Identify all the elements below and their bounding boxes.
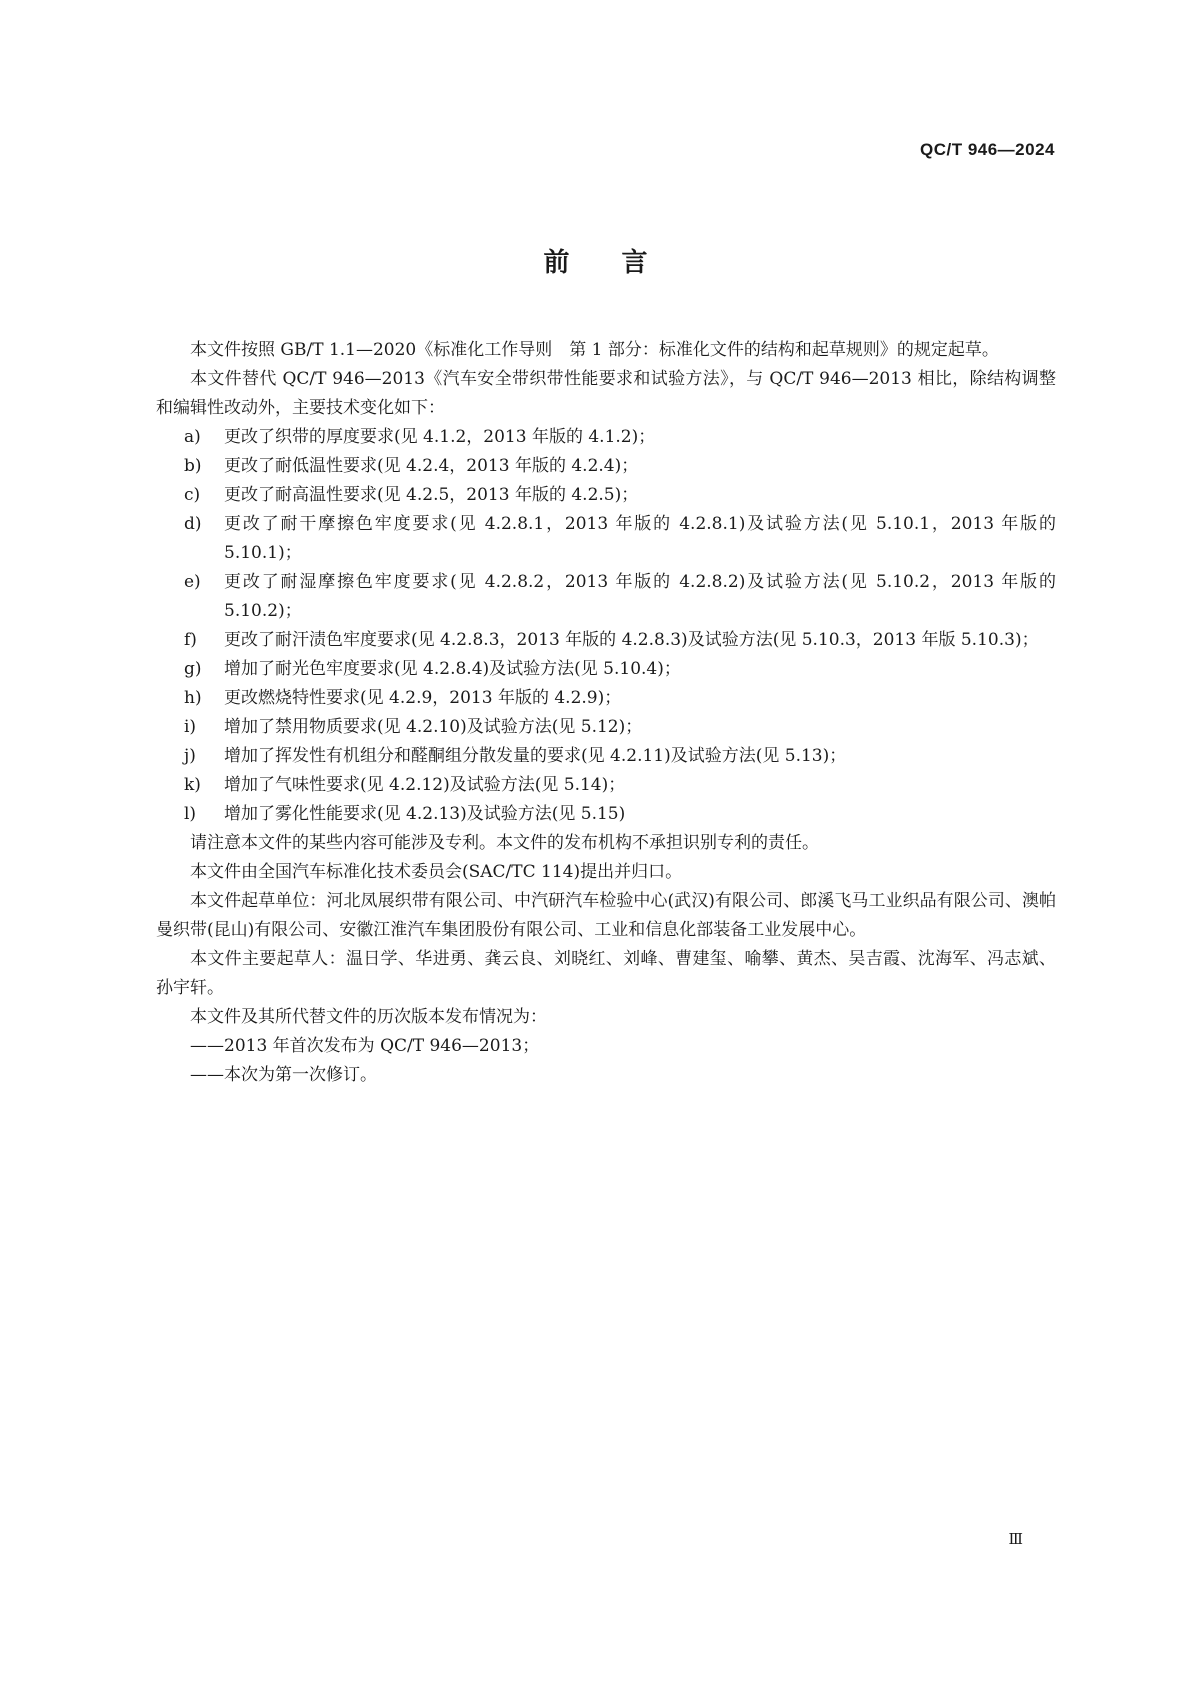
page-number: Ⅲ xyxy=(1008,1530,1023,1548)
paragraph-replacement: 本文件替代 QC/T 946—2013《汽车安全带织带性能要求和试验方法》，与 QC/T 946—2013 相比，除结构调整和编辑性改动外，主要技术变化如下： xyxy=(156,369,1056,418)
list-item-text: 增加了雾化性能要求(见 4.2.13)及试验方法(见 5.15) xyxy=(224,804,626,824)
list-item-text: 增加了耐光色牢度要求(见 4.2.8.4)及试验方法(见 5.10.4)； xyxy=(224,659,681,679)
history-item: ——本次为第一次修订。 xyxy=(190,1065,377,1085)
list-item xyxy=(156,800,1056,829)
list-item xyxy=(156,626,1056,655)
list-item-text: 增加了禁用物质要求(见 4.2.10)及试验方法(见 5.12)； xyxy=(224,717,643,737)
list-item-label: j) xyxy=(184,746,196,766)
list-item-label: f) xyxy=(184,630,197,650)
list-item-label: i) xyxy=(184,717,197,737)
list-item xyxy=(156,655,1056,684)
paragraph-history-intro: 本文件及其所代替文件的历次版本发布情况为： xyxy=(190,1007,547,1027)
list-item-text: 更改了耐汗渍色牢度要求(见 4.2.8.3，2013 年版的 4.2.8.3)及试验方法(见 5.10.3，2013 年版 5.10.3)； xyxy=(224,630,1039,650)
foreword-body xyxy=(156,336,1056,1090)
paragraph-drafting-rules: 本文件按照 GB/T 1.1—2020《标准化工作导则 第 1 部分：标准化文件的结构和起草规则》的规定起草。 xyxy=(190,340,999,360)
paragraph-proposer: 本文件由全国汽车标准化技术委员会(SAC/TC 114)提出并归口。 xyxy=(190,862,683,882)
list-item-text: 更改了耐干摩擦色牢度要求(见 4.2.8.1，2013 年版的 4.2.8.1)及试验方法(见 5.10.1，2013 年版的 5.10.1)； xyxy=(224,514,1056,563)
list-item-text: 更改了耐湿摩擦色牢度要求(见 4.2.8.2，2013 年版的 4.2.8.2)及试验方法(见 5.10.2，2013 年版的 5.10.2)； xyxy=(224,572,1056,621)
list-item-text: 增加了挥发性有机组分和醛酮组分散发量的要求(见 4.2.11)及试验方法(见 5.13)； xyxy=(224,746,847,766)
list-item xyxy=(156,771,1056,800)
list-item-text: 更改了耐高温性要求(见 4.2.5，2013 年版的 4.2.5)； xyxy=(224,485,639,505)
list-item-label: g) xyxy=(184,659,202,679)
list-item xyxy=(156,452,1056,481)
changes-list xyxy=(156,423,1056,829)
list-item-text: 增加了气味性要求(见 4.2.12)及试验方法(见 5.14)； xyxy=(224,775,626,795)
list-item-label: k) xyxy=(184,775,201,795)
list-item xyxy=(156,684,1056,713)
list-item-label: c) xyxy=(184,485,201,505)
page-title: 前言 xyxy=(543,248,700,278)
paragraph-patent-notice: 请注意本文件的某些内容可能涉及专利。本文件的发布机构不承担识别专利的责任。 xyxy=(190,833,819,853)
list-item xyxy=(156,423,1056,452)
list-item-label: a) xyxy=(184,427,201,447)
list-item xyxy=(156,742,1056,771)
paragraph-drafters: 本文件主要起草人：温日学、华进勇、龚云良、刘晓红、刘峰、曹建玺、喻攀、黄杰、吴吉霞、沈海军、冯志斌、孙宇轩。 xyxy=(156,949,1056,998)
list-item-label: d) xyxy=(184,514,202,534)
list-item xyxy=(156,568,1056,626)
list-item xyxy=(156,510,1056,568)
list-item xyxy=(156,481,1056,510)
list-item-label: h) xyxy=(184,688,202,708)
list-item-text: 更改燃烧特性要求(见 4.2.9，2013 年版的 4.2.9)； xyxy=(224,688,622,708)
history-item: ——2013 年首次发布为 QC/T 946—2013； xyxy=(190,1036,540,1056)
list-item xyxy=(156,713,1056,742)
list-item-label: e) xyxy=(184,572,201,592)
list-item-text: 更改了耐低温性要求(见 4.2.4，2013 年版的 4.2.4)； xyxy=(224,456,639,476)
document-code: QC/T 946—2024 xyxy=(919,140,1055,159)
paragraph-drafting-units: 本文件起草单位：河北凤展织带有限公司、中汽研汽车检验中心(武汉)有限公司、郎溪飞马工业织品有限公司、澳帕曼织带(昆山)有限公司、安徽江淮汽车集团股份有限公司、工业和信息化部装备工业发展中心。 xyxy=(156,891,1056,940)
list-item-label: l) xyxy=(184,804,197,824)
list-item-label: b) xyxy=(184,456,202,476)
list-item-text: 更改了织带的厚度要求(见 4.1.2，2013 年版的 4.1.2)； xyxy=(224,427,656,447)
